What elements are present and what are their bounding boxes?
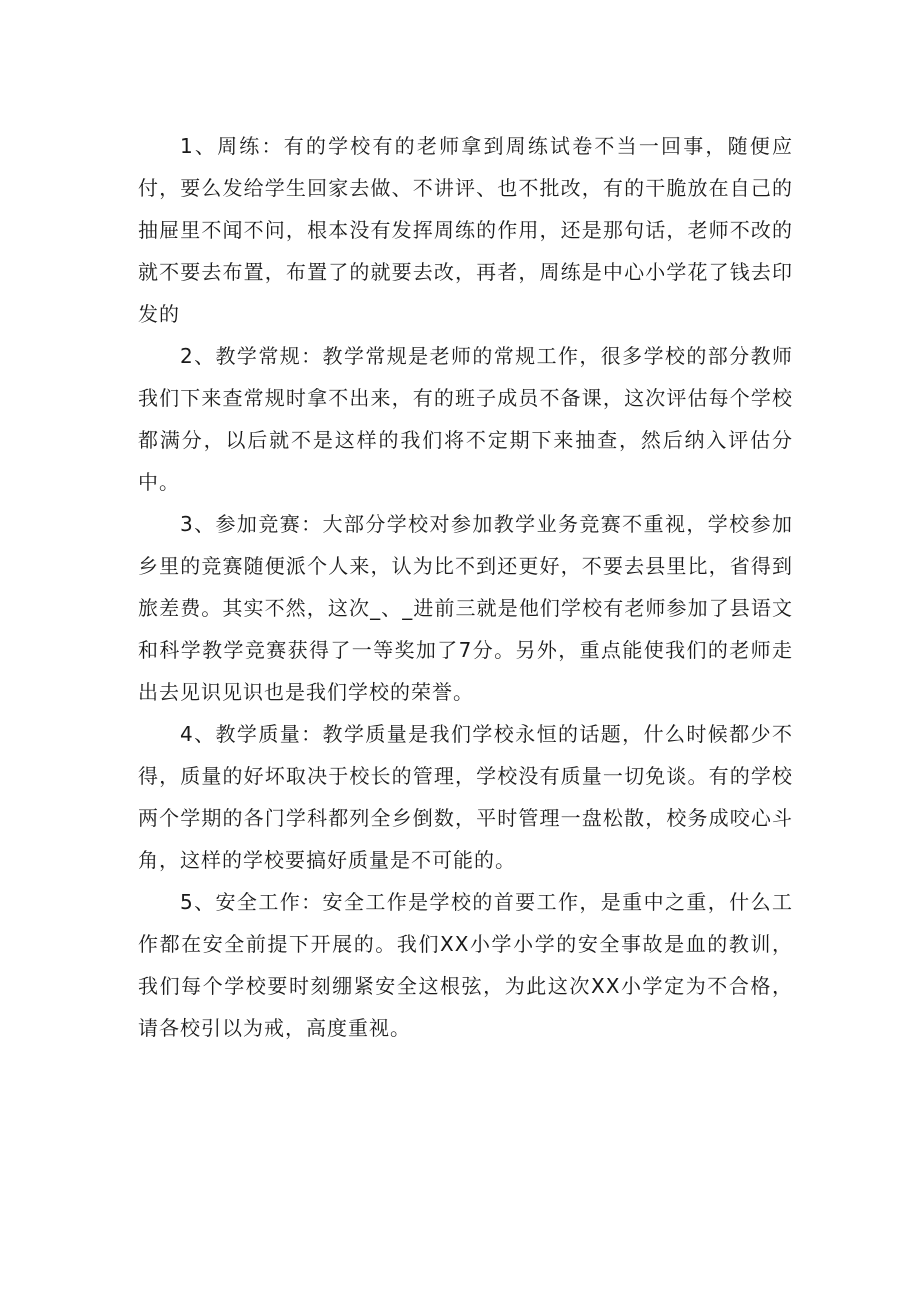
paragraph-competition: 3、参加竞赛：大部分学校对参加教学业务竞赛不重视，学校参加乡里的竞赛随便派个人来，认为比不到还更好，不要去县里比，省得到旅差费。其实不然，这次_、_进前三就是他们学校有老师参加了县语文和科学教学竞赛获得了一等奖加了7分。另外，重点能使我们的老师走出去见识见识也是我们学校的荣誉。 bbox=[138, 512, 793, 704]
paragraph-weekly-practice: 1、周练：有的学校有的老师拿到周练试卷不当一回事，随便应付，要么发给学生回家去做、不讲评、也不批改，有的干脆放在自己的抽屉里不闻不问，根本没有发挥周练的作用，还是那句话，老师不改的就不要去布置，布置了的就要去改，再者，周练是中心小学花了钱去印发的 bbox=[138, 134, 793, 326]
paragraph-safety-work: 5、安全工作：安全工作是学校的首要工作，是重中之重，什么工作都在安全前提下开展的。我们XX小学小学的安全事故是血的教训，我们每个学校要时刻绷紧安全这根弦，为此这次XX小学定为不合格，请各校引以为戒，高度重视。 bbox=[138, 890, 793, 1040]
document-body bbox=[138, 125, 793, 1049]
paragraph-teaching-routine: 2、教学常规：教学常规是老师的常规工作，很多学校的部分教师我们下来查常规时拿不出来，有的班子成员不备课，这次评估每个学校都满分，以后就不是这样的我们将不定期下来抽查，然后纳入评估分中。 bbox=[138, 344, 793, 494]
paragraph-teaching-quality: 4、教学质量：教学质量是我们学校永恒的话题，什么时候都少不得，质量的好坏取决于校长的管理，学校没有质量一切免谈。有的学校两个学期的各门学科都列全乡倒数，平时管理一盘松散，校务成咬心斗角，这样的学校要搞好质量是不可能的。 bbox=[138, 722, 793, 872]
